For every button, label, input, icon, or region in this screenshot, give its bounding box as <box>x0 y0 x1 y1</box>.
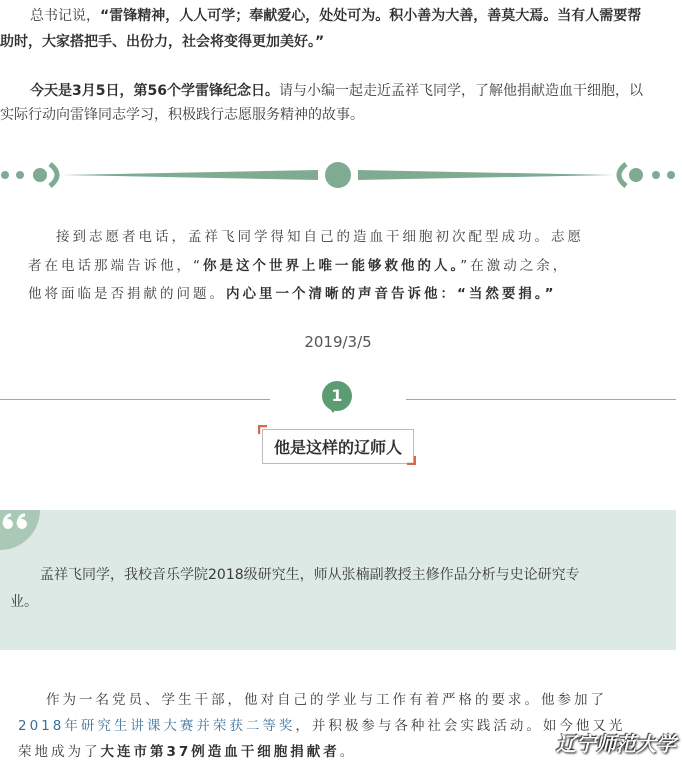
section-title-box <box>262 429 414 464</box>
university-watermark: 辽宁师范大学 <box>556 732 676 756</box>
intro-speaker: 总书记说， <box>30 8 100 24</box>
quote-line-2: 业。 <box>10 594 38 610</box>
story-answer: 内心里一个清晰的声音告诉他：“当然要捐。” <box>226 286 557 302</box>
intro-line-4: 实际行动向雷锋同志学习，积极践行志愿服务精神的故事。 <box>0 107 364 123</box>
corner-bottom-right <box>407 456 416 465</box>
bio-line-1: 作为一名党员、学生干部，他对自己的学业与工作有着严格的要求。他参加了 <box>46 692 607 708</box>
anniversary-text: 今天是3月5日，第56个学雷锋纪念日。 <box>30 83 279 99</box>
story-line-2 <box>28 253 569 279</box>
publish-date: 2019/3/5 <box>304 333 372 351</box>
intro-line-1 <box>30 3 641 29</box>
donor-highlight: 大连市第37例造血干细胞捐献者 <box>100 744 340 760</box>
story-line-1: 接到志愿者电话，孟祥飞同学得知自己的造血干细胞初次配型成功。志愿 <box>56 229 584 245</box>
intro-line-2: 助时，大家搭把手、出份力，社会将变得更加美好。” <box>0 34 325 50</box>
story-quote: 你是这个世界上唯一能够救他的人。 <box>203 258 461 274</box>
intro-quote: “雷锋精神，人人可学；奉献爱心，处处可为。积小善为大善，善莫大焉。当有人需要帮 <box>100 8 642 24</box>
bio-text-c: 。 <box>339 744 357 760</box>
quote-line-1: 孟祥飞同学，我校音乐学院2018级研究生，师从张楠副教授主修作品分析与史论研究专 <box>40 567 580 583</box>
story-text: 者在电话那端告诉他，“ <box>28 258 203 274</box>
story-text-end: ”在激动之余， <box>460 258 570 274</box>
section-rule-right <box>406 399 676 400</box>
section-title: 他是这样的辽师人 <box>273 438 402 457</box>
bio-line-2 <box>18 713 625 739</box>
bio-text-a: 荣地成为了 <box>18 744 101 760</box>
intro-line-3 <box>30 78 643 104</box>
badge-tail <box>328 406 338 413</box>
bio-line-3 <box>18 739 356 765</box>
award-link[interactable]: 2018年研究生讲课大赛并荣获二等奖 <box>18 718 296 734</box>
bio-text: ，并积极参与各种社会实践活动。如今他又光 <box>295 718 626 734</box>
section-number-badge: 1 <box>322 381 352 411</box>
section-rule-left <box>0 399 270 400</box>
quote-icon <box>0 510 40 550</box>
intro-invite: 请与小编一起走近孟祥飞同学，了解他捐献造血干细胞，以 <box>278 83 643 99</box>
story-question: 他将面临是否捐献的问题。 <box>28 286 226 302</box>
story-line-3 <box>28 281 557 307</box>
decorative-divider <box>0 155 682 195</box>
corner-top-left <box>258 425 267 434</box>
